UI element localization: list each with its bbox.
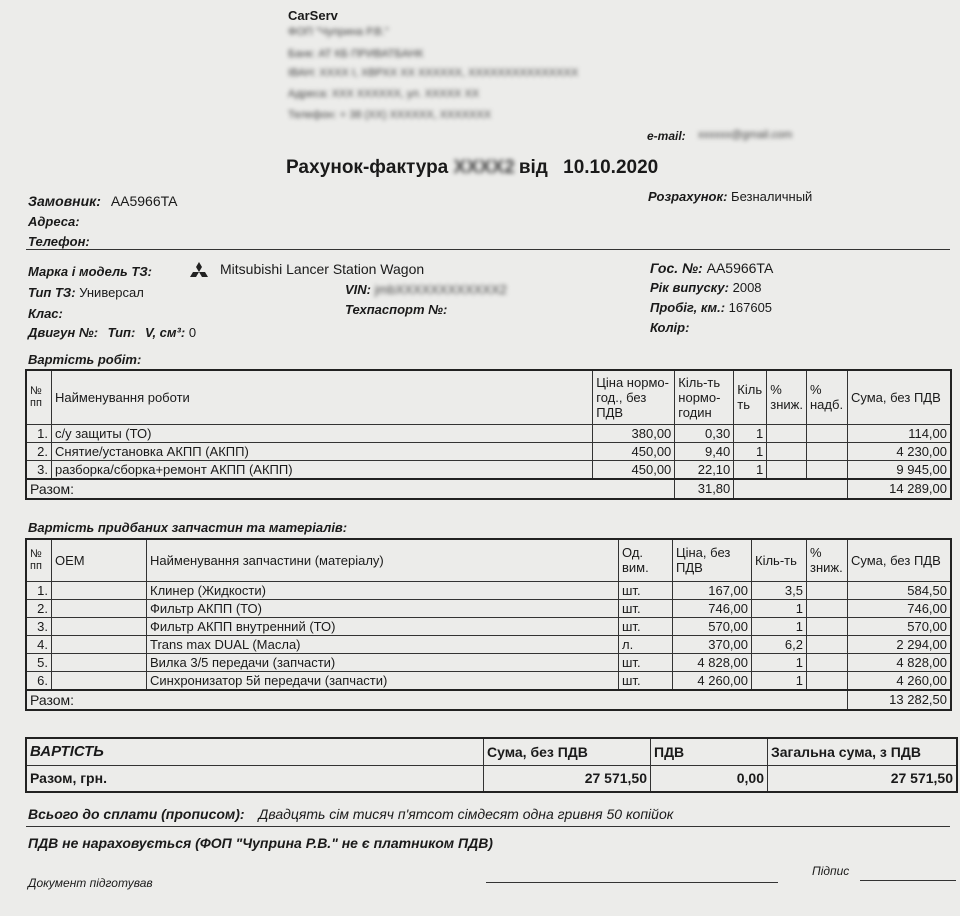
title-from: від xyxy=(518,157,548,178)
cell: 570,00 xyxy=(848,617,952,635)
words-value: Двадцять сім тисяч п'ятсот сімдесят одна гривня 50 копійок xyxy=(258,806,674,822)
cell xyxy=(52,599,147,617)
mileage-value: 167605 xyxy=(728,300,773,315)
prepared-signature-line xyxy=(486,882,778,883)
parts-row xyxy=(26,581,951,599)
techpassport-label: Техпаспорт №: xyxy=(345,302,448,317)
cell: 0,30 xyxy=(675,424,734,442)
cell: 450,00 xyxy=(593,442,675,460)
cell: 6. xyxy=(26,671,52,690)
cell: разборка/сборка+ремонт АКПП (АКПП) xyxy=(52,460,593,479)
mitsubishi-logo-icon xyxy=(188,261,210,281)
email-value: xxxxxx@gmail.com xyxy=(698,129,793,141)
parts-row xyxy=(26,671,951,690)
works-h-sum: Сума, без ПДВ xyxy=(848,370,952,424)
cell: 3,5 xyxy=(752,581,807,599)
color-label: Колір: xyxy=(650,320,690,335)
cell: 3. xyxy=(26,617,52,635)
company-line-3: ІВАН: ХХХХ І, ХВРХХ ХХ ХХХХХХ, ХХХХХХХХХХХХХХХ xyxy=(288,67,579,79)
engine-label: Двигун №: xyxy=(28,325,99,340)
works-h-name: Найменування роботи xyxy=(52,370,593,424)
works-h-hours: Кіль-ть нормо-годин xyxy=(675,370,734,424)
cell xyxy=(807,653,848,671)
mileage-label: Пробіг, км.: xyxy=(650,300,726,315)
cell: 2 294,00 xyxy=(848,635,952,653)
cell xyxy=(807,617,848,635)
prepared-label: Документ підготував xyxy=(28,876,153,890)
company-line-5: Телефон: + 38 (ХХ) ХХХХХХ, ХХХХХХХ xyxy=(288,109,492,121)
cell: 167,00 xyxy=(673,581,752,599)
cell: 114,00 xyxy=(848,424,952,442)
year-value: 2008 xyxy=(732,280,762,295)
works-h-markup: % надб. xyxy=(807,370,848,424)
customer-row xyxy=(28,193,177,209)
parts-h-oem: OEM xyxy=(52,539,147,581)
parts-title: Вартість придбаних запчастин та матеріалів: xyxy=(28,520,348,535)
summary-vat-header: ПДВ xyxy=(651,738,768,765)
cell xyxy=(767,460,807,479)
signature-line xyxy=(860,880,956,881)
parts-header-row xyxy=(26,539,951,581)
amount-in-words-row xyxy=(28,806,673,822)
cell xyxy=(52,635,147,653)
vin-row xyxy=(345,282,507,297)
summary-label: ВАРТІСТЬ xyxy=(26,738,484,765)
vin-value: jmbXXXXXXXXXXXX2 xyxy=(374,282,507,297)
engine-row xyxy=(28,325,196,340)
cell: 6,2 xyxy=(752,635,807,653)
invoice-title xyxy=(286,157,658,179)
cell xyxy=(807,424,848,442)
cell xyxy=(767,442,807,460)
cell: 1 xyxy=(752,671,807,690)
works-h-qty: Кіль ть xyxy=(734,370,767,424)
plate-row xyxy=(650,260,773,276)
summary-value-row xyxy=(26,765,957,792)
summary-row-label: Разом, грн. xyxy=(26,765,484,792)
cell: Снятие/установка АКПП (АКПП) xyxy=(52,442,593,460)
works-h-price: Ціна нормо-год., без ПДВ xyxy=(593,370,675,424)
cell: 1. xyxy=(26,581,52,599)
parts-h-name: Найменування запчастини (матеріалу) xyxy=(147,539,619,581)
company-name: CarServ xyxy=(288,8,338,23)
company-line-1: ФОП "Чуприна Р.В." xyxy=(288,26,389,38)
cell: 4 260,00 xyxy=(673,671,752,690)
cell xyxy=(807,442,848,460)
works-table xyxy=(25,369,952,500)
type-value: Универсал xyxy=(79,285,144,300)
cell: 22,10 xyxy=(675,460,734,479)
cell: 2. xyxy=(26,442,52,460)
summary-total-header: Загальна сума, з ПДВ xyxy=(768,738,958,765)
parts-row xyxy=(26,635,951,653)
cell: 1 xyxy=(734,424,767,442)
parts-h-sum: Сума, без ПДВ xyxy=(848,539,952,581)
cell: Trans max DUAL (Масла) xyxy=(147,635,619,653)
cell: 746,00 xyxy=(673,599,752,617)
cell xyxy=(807,671,848,690)
cell: 9 945,00 xyxy=(848,460,952,479)
cell: Фильтр АКПП (ТО) xyxy=(147,599,619,617)
cell: 370,00 xyxy=(673,635,752,653)
cell: 584,50 xyxy=(848,581,952,599)
summary-sum-value: 27 571,50 xyxy=(484,765,651,792)
cell: 380,00 xyxy=(593,424,675,442)
cell xyxy=(807,460,848,479)
cell: 1 xyxy=(734,460,767,479)
parts-row xyxy=(26,653,951,671)
cell: 746,00 xyxy=(848,599,952,617)
mileage-row xyxy=(650,300,772,315)
title-number: XXXX2 xyxy=(453,157,515,178)
cell: 4 230,00 xyxy=(848,442,952,460)
cell: с/у защиты (ТО) xyxy=(52,424,593,442)
vin-label: VIN: xyxy=(345,282,371,297)
cell: шт. xyxy=(619,617,673,635)
phone-label: Телефон: xyxy=(28,234,90,249)
cell: Синхронизатор 5й передачи (запчасти) xyxy=(147,671,619,690)
cell: Вилка 3/5 передачи (запчасти) xyxy=(147,653,619,671)
cell xyxy=(807,599,848,617)
cell: шт. xyxy=(619,653,673,671)
cell: л. xyxy=(619,635,673,653)
parts-h-price: Ціна, без ПДВ xyxy=(673,539,752,581)
cell: 3. xyxy=(26,460,52,479)
address-label: Адреса: xyxy=(28,214,80,229)
volume-label: V, см³: xyxy=(144,325,186,340)
payment-row xyxy=(648,189,812,204)
works-total-sum: 14 289,00 xyxy=(848,479,952,499)
cell xyxy=(52,671,147,690)
cell xyxy=(807,635,848,653)
payment-label: Розрахунок: xyxy=(648,189,728,204)
signature-label: Підпис xyxy=(812,864,850,878)
parts-total-row xyxy=(26,690,951,710)
email-label: e-mail: xyxy=(647,129,686,143)
parts-h-disc: % зниж. xyxy=(807,539,848,581)
cell: Клинер (Жидкости) xyxy=(147,581,619,599)
works-title: Вартість робіт: xyxy=(28,352,142,367)
cell: 4 260,00 xyxy=(848,671,952,690)
cell: Фильтр АКПП внутренний (ТО) xyxy=(147,617,619,635)
type-row xyxy=(28,285,144,300)
parts-row xyxy=(26,617,951,635)
cell: 1. xyxy=(26,424,52,442)
works-header-row xyxy=(26,370,951,424)
title-prefix: Рахунок-фактура xyxy=(286,157,449,178)
parts-table xyxy=(25,538,952,711)
vat-note: ПДВ не нараховується (ФОП "Чуприна Р.В." не є платником ПДВ) xyxy=(28,835,493,851)
summary-total-value: 27 571,50 xyxy=(768,765,958,792)
type-label: Тип ТЗ: xyxy=(28,285,76,300)
parts-h-qty: Кіль-ть xyxy=(752,539,807,581)
works-total-row xyxy=(26,479,951,499)
plate-label: Гос. №: xyxy=(650,260,703,276)
cell: 9,40 xyxy=(675,442,734,460)
year-label: Рік випуску: xyxy=(650,280,729,295)
works-h-disc: % зниж. xyxy=(767,370,807,424)
works-row xyxy=(26,424,951,442)
cell xyxy=(52,653,147,671)
divider xyxy=(26,249,950,250)
payment-value: Безналичный xyxy=(731,189,813,204)
cell: шт. xyxy=(619,671,673,690)
works-total-hours: 31,80 xyxy=(675,479,734,499)
title-date: 10.10.2020 xyxy=(563,157,659,178)
works-total-label: Разом: xyxy=(26,479,675,499)
parts-total-sum: 13 282,50 xyxy=(848,690,952,710)
parts-h-num: № пп xyxy=(26,539,52,581)
works-h-num: № пп xyxy=(26,370,52,424)
parts-h-unit: Од. вим. xyxy=(619,539,673,581)
cell: шт. xyxy=(619,581,673,599)
company-line-2: Банк: АТ КБ ПРИВАТБАНК xyxy=(288,48,424,60)
cell: 1 xyxy=(752,617,807,635)
model-value: Mitsubishi Lancer Station Wagon xyxy=(220,261,425,277)
cell xyxy=(767,424,807,442)
cell: 570,00 xyxy=(673,617,752,635)
parts-row xyxy=(26,599,951,617)
summary-sum-header: Сума, без ПДВ xyxy=(484,738,651,765)
customer-value: AA5966TA xyxy=(110,193,178,209)
summary-header-row xyxy=(26,738,957,765)
works-total-blank xyxy=(734,479,848,499)
cell: 1 xyxy=(734,442,767,460)
works-row xyxy=(26,460,951,479)
cell: 2. xyxy=(26,599,52,617)
company-line-4: Адреса: ХХХ ХХХХХХ, ул. ХХХХХ ХХ xyxy=(288,88,480,100)
parts-total-label: Разом: xyxy=(26,690,848,710)
type2-label: Тип: xyxy=(107,325,136,340)
cell xyxy=(52,617,147,635)
cell xyxy=(52,581,147,599)
class-label: Клас: xyxy=(28,306,63,321)
cell: 450,00 xyxy=(593,460,675,479)
cell xyxy=(807,581,848,599)
summary-vat-value: 0,00 xyxy=(651,765,768,792)
cell: 1 xyxy=(752,653,807,671)
cell: 4 828,00 xyxy=(673,653,752,671)
model-label: Марка і модель ТЗ: xyxy=(28,264,152,279)
year-row xyxy=(650,280,762,295)
words-label: Всього до сплати (прописом): xyxy=(28,806,245,822)
cell: 4. xyxy=(26,635,52,653)
plate-value: AA5966TA xyxy=(706,260,774,276)
cell: 1 xyxy=(752,599,807,617)
cell: шт. xyxy=(619,599,673,617)
summary-table xyxy=(25,737,958,793)
works-row xyxy=(26,442,951,460)
cell: 4 828,00 xyxy=(848,653,952,671)
words-underline xyxy=(26,826,950,827)
cell: 5. xyxy=(26,653,52,671)
customer-label: Замовник: xyxy=(28,193,101,209)
volume-value: 0 xyxy=(188,325,197,340)
